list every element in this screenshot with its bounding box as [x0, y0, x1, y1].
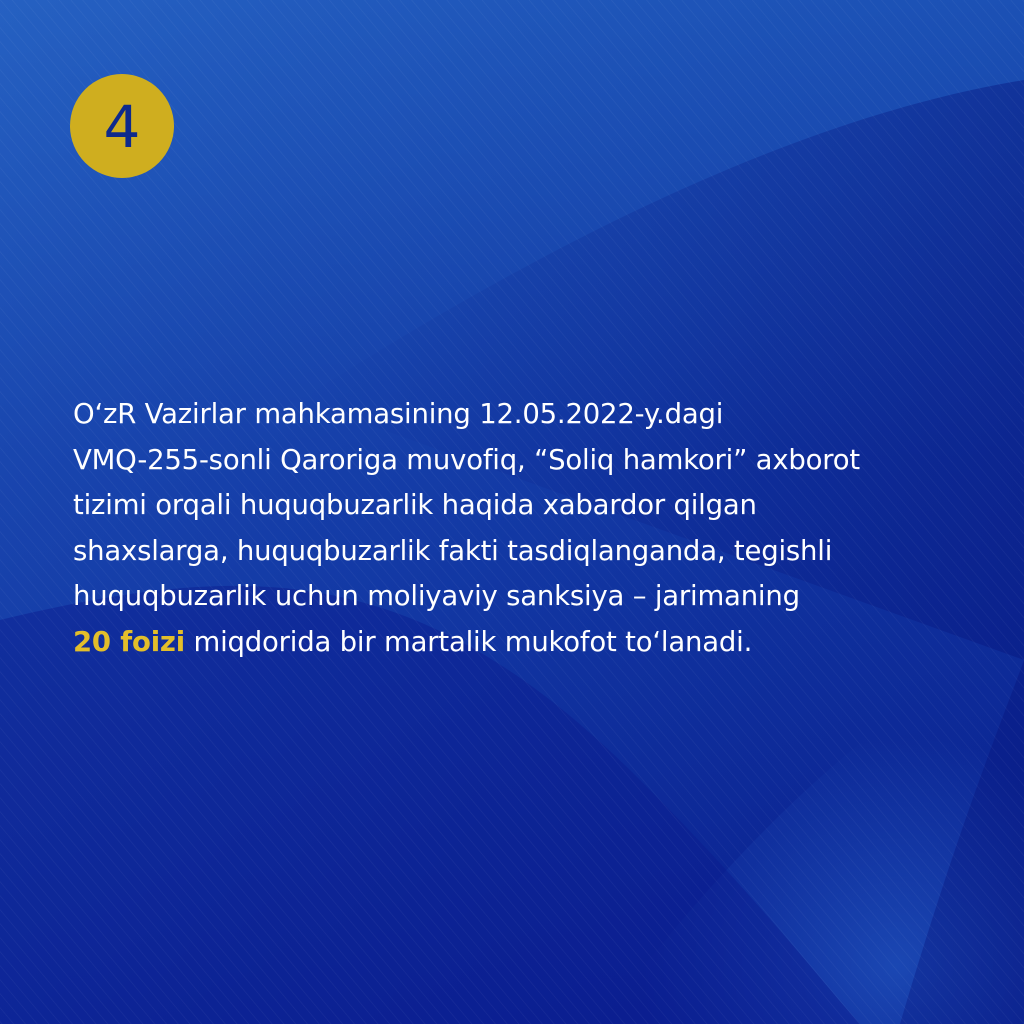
body-line-6-rest: miqdorida bir martalik mukofot to‘lanadi.	[184, 625, 753, 658]
step-number-badge	[70, 74, 174, 178]
highlight-percent: 20 foizi	[73, 625, 185, 658]
body-line-6	[73, 620, 1003, 666]
body-paragraph	[73, 392, 1003, 665]
body-line-1: O‘zR Vazirlar mahkamasining 12.05.2022-y.dagi	[73, 398, 724, 430]
body-line-4: shaxslarga, huquqbuzarlik fakti tasdiqlanganda, tegishli	[73, 534, 833, 567]
step-number: 4	[103, 93, 141, 161]
body-line-5: huquqbuzarlik uchun moliyaviy sanksiya – jarimaning	[73, 580, 800, 612]
body-line-3: tizimi orqali huquqbuzarlik haqida xabardor qilgan	[73, 489, 757, 521]
body-line-2: VMQ-255-sonli Qaroriga muvofiq, “Soliq hamkori” axborot	[73, 443, 860, 476]
